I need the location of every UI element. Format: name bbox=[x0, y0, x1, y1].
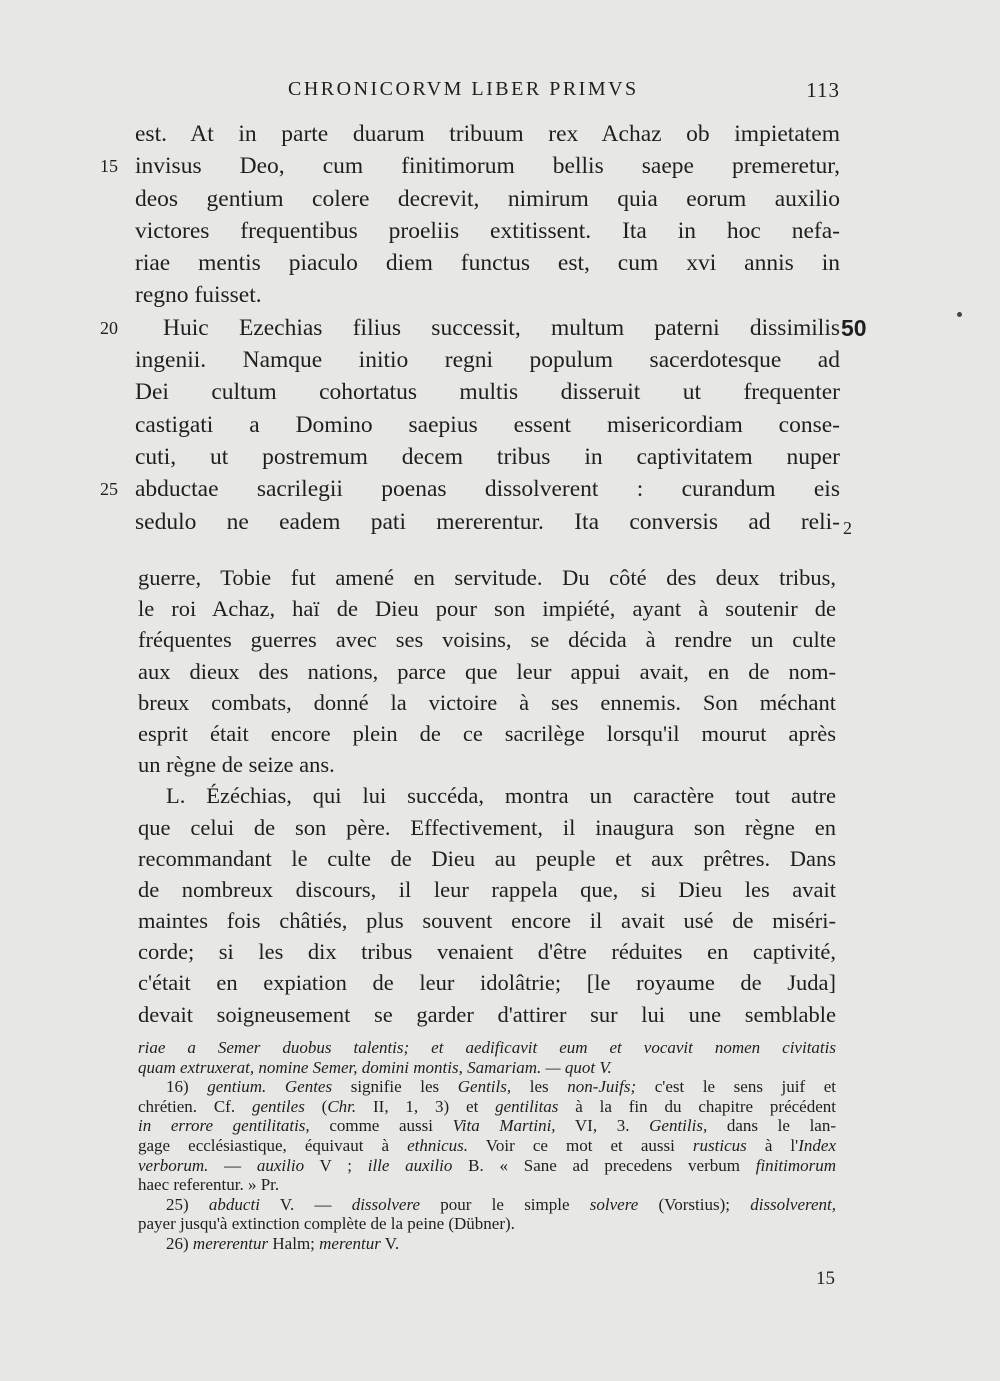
line-number: 15 bbox=[100, 156, 118, 177]
latin-line bbox=[100, 150, 840, 182]
french-translation-block bbox=[138, 562, 836, 1030]
french-line: esprit était encore plein de ce sacrilège lorsqu'il mourut après bbox=[138, 720, 836, 746]
footnote-number: 26) bbox=[166, 1233, 189, 1253]
footnote-text: dans le lan- bbox=[707, 1116, 837, 1136]
footnote-line bbox=[138, 1136, 836, 1156]
footnote-text: à la fin du chapitre précédent bbox=[558, 1096, 836, 1116]
footnotes bbox=[138, 1038, 836, 1254]
footnote-italic: rusticus bbox=[692, 1135, 747, 1155]
footnote-italic: in errore gentilitatis, bbox=[138, 1116, 310, 1136]
footnote-line: haec referentur. » Pr. bbox=[138, 1175, 280, 1195]
latin-line: cuti, ut postremum decem tribus in captivitatem nuper bbox=[135, 443, 840, 470]
footnote-line bbox=[138, 1058, 836, 1078]
french-line: le roi Achaz, haï de Dieu pour son impiété, ayant à soutenir de bbox=[138, 596, 836, 622]
footnote-italic: Index bbox=[798, 1135, 836, 1155]
latin-line-text: Huic Ezechias filius successit, multum paterni dissimilis bbox=[163, 314, 840, 341]
french-line: fréquentes guerres avec ses voisins, se décida à rendre un culte bbox=[138, 627, 836, 653]
footnote-italic: gentilitas bbox=[495, 1096, 559, 1116]
footnote-italic: ille auxilio bbox=[367, 1155, 453, 1175]
footnote-italic: Gentilis, bbox=[649, 1116, 708, 1136]
french-line: breux combats, donné la victoire à ses ennemis. Son méchant bbox=[138, 689, 836, 715]
footnote-text: Voir ce mot et aussi bbox=[468, 1135, 693, 1155]
footnote-italic: Gentils, bbox=[457, 1077, 512, 1097]
footnote-italic: gentiles bbox=[251, 1096, 305, 1116]
footnote-italic: finitimorum bbox=[755, 1155, 837, 1175]
footnote-text: gage ecclésiastique, équivaut à bbox=[138, 1135, 408, 1155]
footnote-lemma: abducti bbox=[208, 1194, 260, 1214]
footnote-text: V. — bbox=[259, 1194, 352, 1214]
footnote-text: comme aussi bbox=[309, 1116, 453, 1136]
footnote-italic: Gentes bbox=[284, 1077, 333, 1097]
footnote-italic: non-Juifs; bbox=[567, 1077, 637, 1097]
latin-line bbox=[100, 473, 840, 505]
french-line: guerre, Tobie fut amené en servitude. Du côté des deux tribus, bbox=[138, 565, 836, 590]
footnote-number: 16) bbox=[166, 1077, 189, 1097]
latin-line: victores frequentibus proeliis extitissent. Ita in hoc nefa- bbox=[135, 217, 840, 244]
footnote-text: II, 1, 3) et bbox=[356, 1096, 496, 1116]
footnote-lemma: gentium. bbox=[207, 1077, 267, 1097]
footnote-text: pour le simple bbox=[420, 1194, 590, 1214]
french-line: de nombreux discours, il leur rappela que, si Dieu les avait bbox=[138, 876, 836, 902]
latin-line bbox=[135, 506, 852, 538]
footnote-italic: ethnicus. bbox=[407, 1135, 469, 1155]
latin-line: castigati a Domino saepius essent misericordiam conse- bbox=[135, 411, 840, 438]
french-line: un règne de seize ans. bbox=[138, 752, 335, 778]
french-line: corde; si les dix tribus venaient d'être réduites en captivité, bbox=[138, 939, 836, 965]
footnote-lemma: mererentur bbox=[192, 1233, 269, 1253]
footnote-text: les bbox=[511, 1077, 568, 1097]
latin-line bbox=[100, 312, 867, 344]
footnote-text: Halm; bbox=[268, 1233, 320, 1253]
footnote-text: VI, 3. bbox=[555, 1116, 650, 1136]
latin-line: ingenii. Namque initio regni populum sacerdotesque ad bbox=[135, 347, 840, 374]
footnote-italic: solvere bbox=[589, 1194, 639, 1214]
signature-mark: 15 bbox=[816, 1268, 835, 1289]
latin-line-text: abductae sacrilegii poenas dissolverent : curandum eis bbox=[135, 476, 840, 503]
footnote-text: V. bbox=[380, 1233, 400, 1253]
footnote-italic: dissolvere bbox=[351, 1194, 421, 1214]
section-number: 50 bbox=[841, 314, 867, 341]
latin-line: est. At in parte duarum tribuum rex Achaz ob impietatem bbox=[135, 121, 840, 147]
footnote-line bbox=[138, 1234, 836, 1254]
latin-line-text: sedulo ne eadem pati mererentur. Ita conversis ad reli- bbox=[135, 508, 840, 535]
footnote-italic: Vita Martini, bbox=[452, 1116, 556, 1136]
latin-line: Dei cultum cohortatus multis disseruit ut frequenter bbox=[135, 379, 840, 406]
french-line: recommandant le culte de Dieu au peuple et aux prêtres. Dans bbox=[138, 845, 836, 871]
french-line: c'était en expiation de leur idolâtrie; [le royaume de Juda] bbox=[138, 970, 836, 996]
footnote-text: signifie les bbox=[332, 1077, 458, 1097]
footnote-line bbox=[138, 1156, 836, 1176]
footnote-line bbox=[138, 1116, 836, 1136]
footnote-line bbox=[138, 1038, 836, 1058]
french-line: L. Ézéchias, qui lui succéda, montra un caractère tout autre bbox=[166, 783, 836, 809]
footnote-italic: Chr. bbox=[327, 1096, 357, 1116]
footnote-italic: merentur bbox=[319, 1233, 381, 1253]
footnote-italic: verborum. bbox=[138, 1155, 209, 1175]
latin-text-block bbox=[100, 118, 867, 538]
footnote-text: — bbox=[208, 1155, 257, 1175]
footnote-text: riae a Semer duobus talentis; et aedificavit eum et vocavit nomen civitatis bbox=[138, 1038, 836, 1057]
paper-speck bbox=[957, 312, 962, 317]
line-number: 20 bbox=[100, 317, 118, 338]
footnote-line bbox=[138, 1195, 836, 1215]
latin-line: regno fuisset. bbox=[135, 282, 262, 309]
footnote-text: (Vorstius); bbox=[638, 1194, 751, 1214]
chapter-marker: 2 bbox=[843, 517, 852, 538]
french-line: aux dieux des nations, parce que leur appui avait, en de nom- bbox=[138, 658, 836, 684]
footnote-text: V ; bbox=[304, 1155, 368, 1175]
latin-line: deos gentium colere decrevit, nimirum quia eorum auxilio bbox=[135, 185, 840, 212]
line-number: 25 bbox=[100, 479, 118, 500]
footnote-italic: dissolverent, bbox=[750, 1194, 836, 1214]
footnote-line bbox=[138, 1097, 836, 1117]
french-line: que celui de son père. Effectivement, il inaugura son règne en bbox=[138, 814, 836, 840]
footnote-text: à l' bbox=[746, 1135, 799, 1155]
footnote-text: quam extruxerat, nomine Semer, domini montis, Samariam. — quot V. bbox=[138, 1057, 612, 1077]
footnote-italic: auxilio bbox=[256, 1155, 305, 1175]
footnote-text: chrétien. Cf. bbox=[138, 1096, 252, 1116]
footnote-text: B. « Sane ad precedens verbum bbox=[452, 1155, 756, 1175]
footnote-line: payer jusqu'à extinction complète de la peine (Dübner). bbox=[138, 1214, 515, 1234]
page-number: 113 bbox=[806, 78, 840, 102]
french-line: maintes fois châtiés, plus souvent encore il avait usé de miséri- bbox=[138, 908, 836, 934]
running-header: CHRONICORVM LIBER PRIMVS bbox=[288, 78, 639, 100]
latin-line: riae mentis piaculo diem functus est, cum xvi annis in bbox=[135, 250, 840, 277]
french-line: devait soigneusement se garder d'attirer sur lui une semblable bbox=[138, 1001, 836, 1027]
footnote-line bbox=[138, 1077, 836, 1097]
footnote-number: 25) bbox=[166, 1194, 189, 1214]
footnote-text: ( bbox=[304, 1096, 328, 1116]
footnote-text: c'est le sens juif et bbox=[636, 1077, 837, 1097]
latin-line-text: invisus Deo, cum finitimorum bellis saepe premeretur, bbox=[135, 153, 840, 180]
